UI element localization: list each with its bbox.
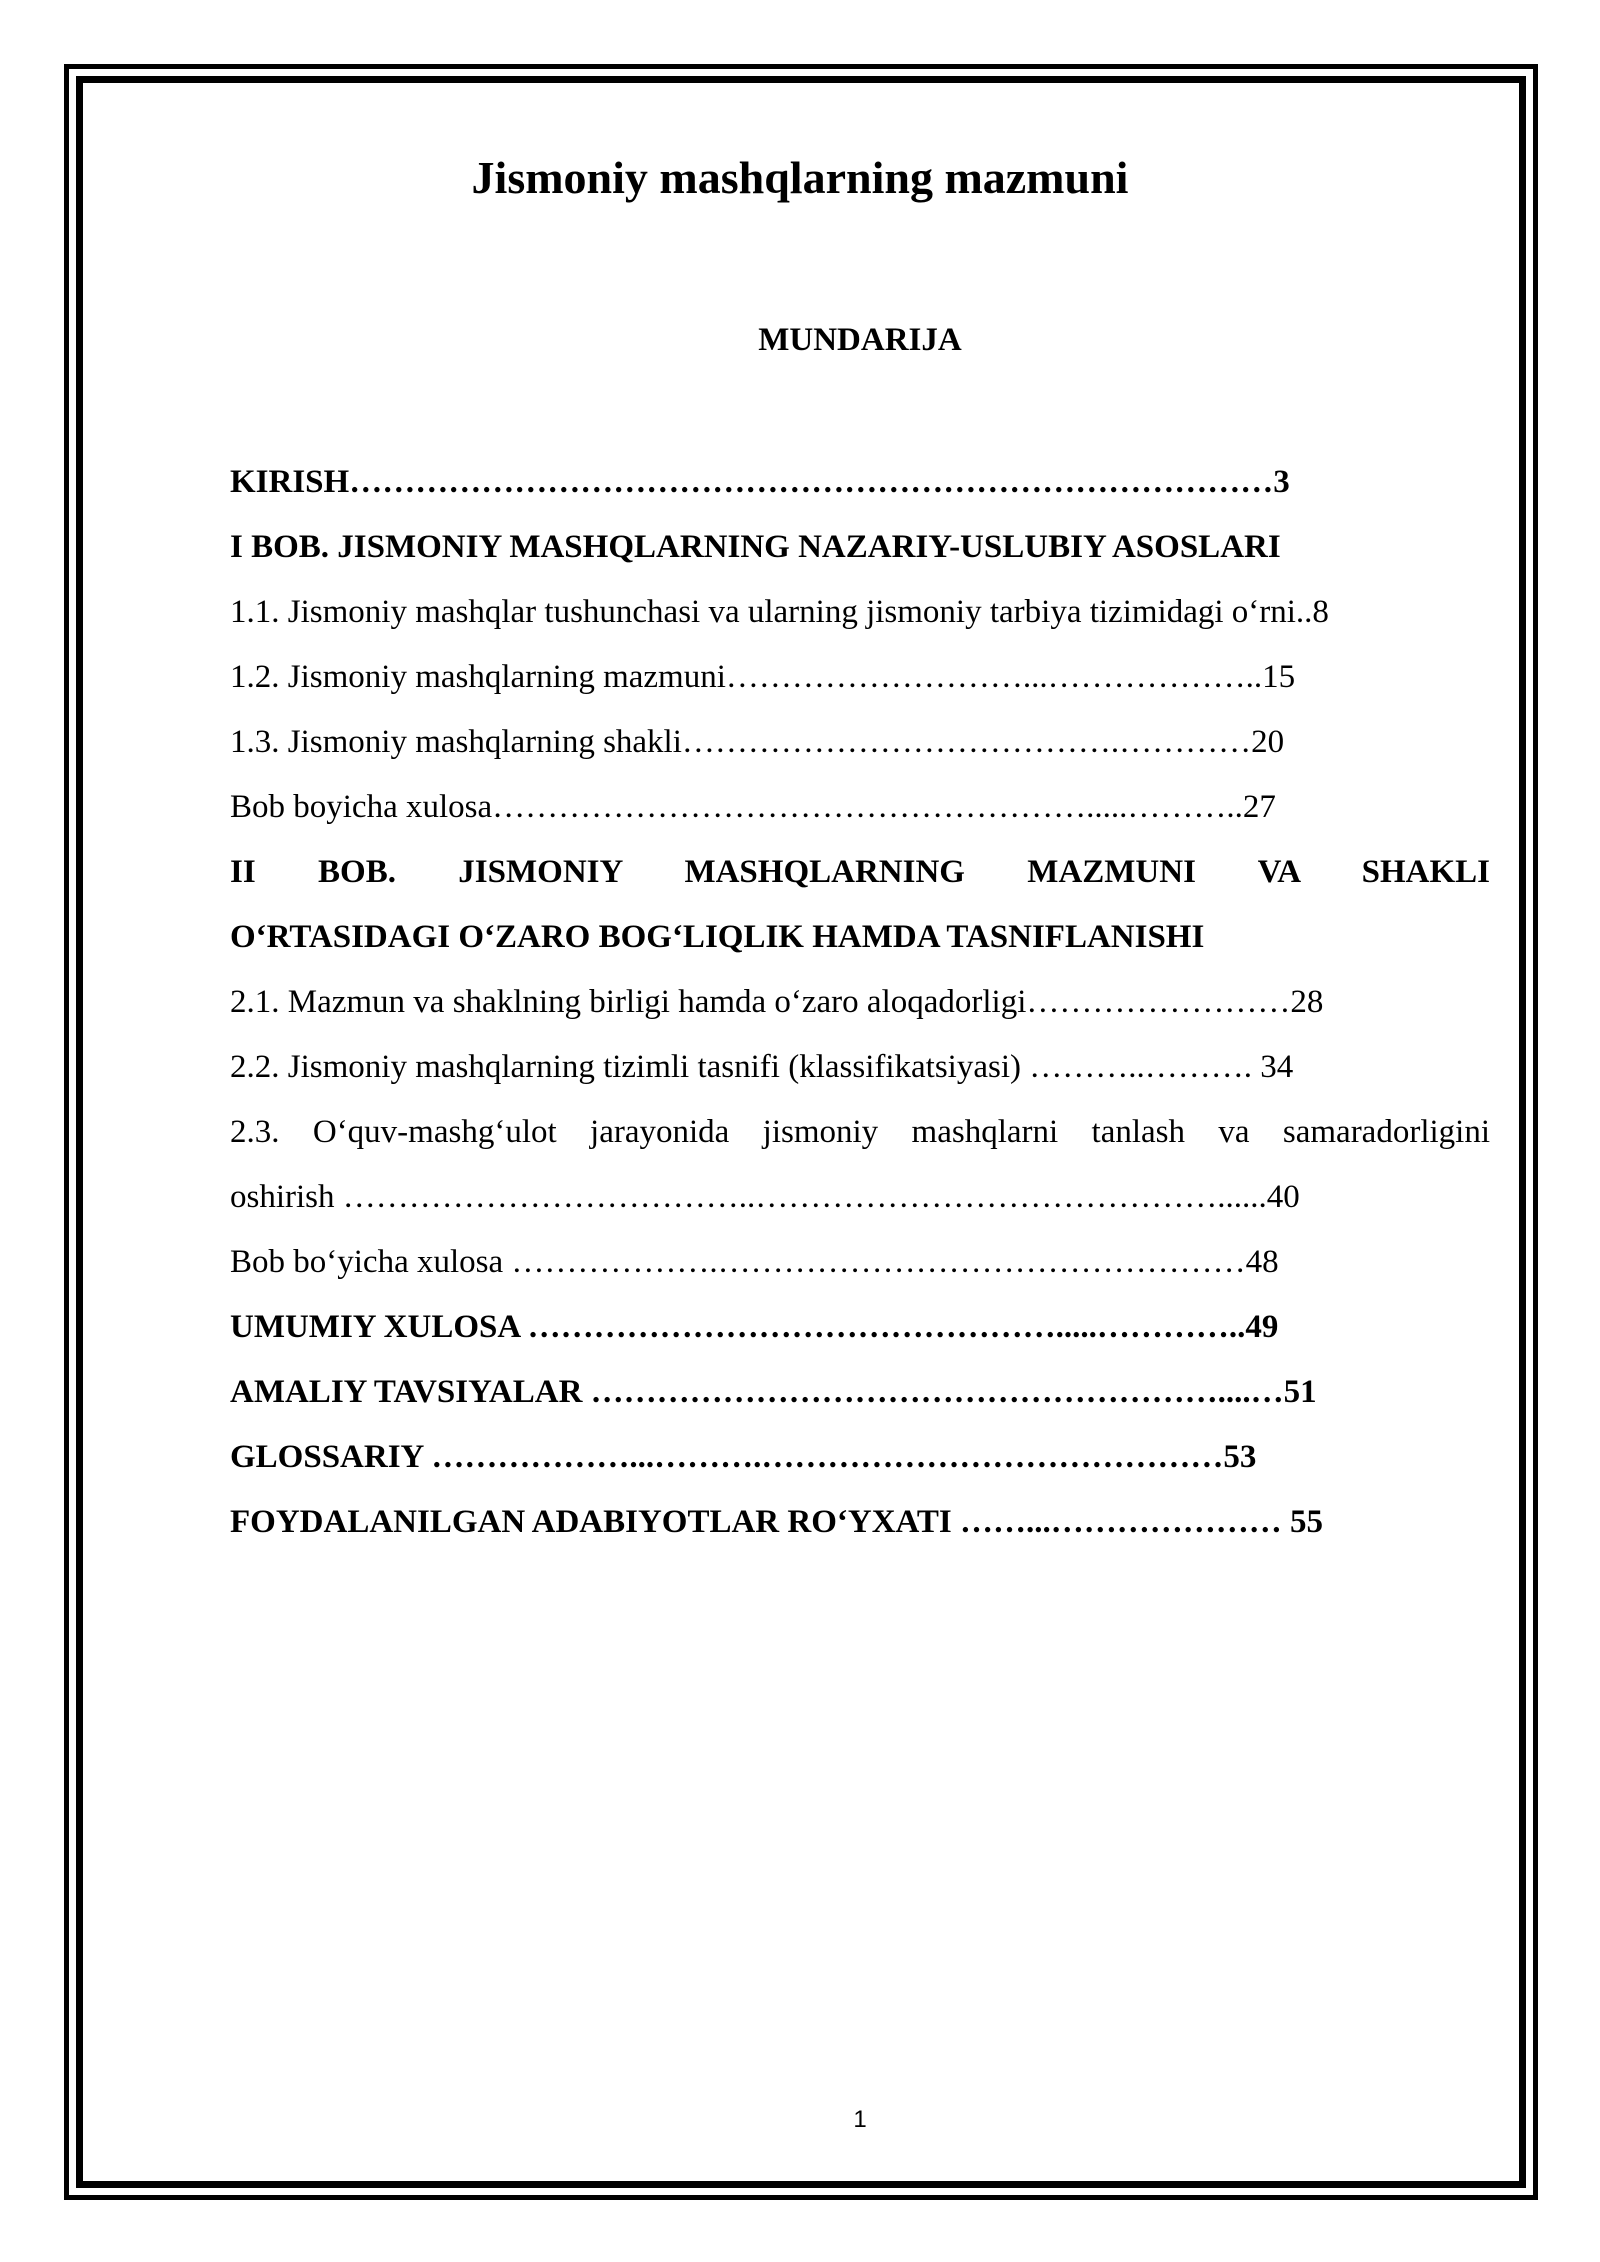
toc-entry-kirish: KIRISH…………………………………………………………………………3 xyxy=(230,464,1290,500)
table-of-contents xyxy=(230,450,1490,1555)
toc-entry-2-3-line-2: oshirish ………………………………..……………………………………......40 xyxy=(230,1179,1300,1215)
toc-entry-2-2: 2.2. Jismoniy mashqlarning tizimli tasnifi (klassifikatsiyasi) ………..………. 34 xyxy=(230,1049,1294,1085)
toc-entry-general-conclusion: UMUMIY XULOSA ………………………………………….....…………..49 xyxy=(230,1309,1279,1345)
toc-chapter-2-heading-line-2: O‘RTASIDAGI O‘ZARO BOG‘LIQLIK HAMDA TASNIFLANISHI xyxy=(230,919,1205,955)
toc-entry-2-1: 2.1. Mazmun va shaklning birligi hamda o‘zaro aloqadorligi……………………28 xyxy=(230,984,1324,1020)
toc-entry-1-2: 1.2. Jismoniy mashqlarning mazmuni………………………...………………..15 xyxy=(230,659,1296,695)
toc-entry-chapter-2-conclusion: Bob bo‘yicha xulosa ……………….…………………………………………48 xyxy=(230,1244,1279,1280)
toc-entry-chapter-1-conclusion: Bob boyicha xulosa……………………………………………….....………..27 xyxy=(230,789,1276,825)
toc-chapter-1-heading: I BOB. JISMONIY MASHQLARNING NAZARIY-USLUBIY ASOSLARI xyxy=(230,529,1281,565)
toc-entry-2-3-line-1: 2.3. O‘quv-mashg‘ulot jarayonida jismoniy mashqlarni tanlash va samaradorligini xyxy=(230,1114,1490,1150)
document-title: Jismoniy mashqlarning mazmuni xyxy=(471,152,1129,203)
toc-entry-glossary: GLOSSARIY ………………...……….……………………………………53 xyxy=(230,1439,1257,1475)
toc-entry-1-3: 1.3. Jismoniy mashqlarning shakli………………………………….…………20 xyxy=(230,724,1285,760)
page-number: 1 xyxy=(853,2106,867,2133)
toc-entry-references: FOYDALANILGAN ADABIYOTLAR RO‘YXATI ……...………………… 55 xyxy=(230,1504,1324,1540)
toc-heading: MUNDARIJA xyxy=(758,322,962,358)
toc-entry-practical-recommendations: AMALIY TAVSIYALAR …………………………………………………....…51 xyxy=(230,1374,1317,1410)
toc-entry-1-1: 1.1. Jismoniy mashqlar tushunchasi va ularning jismoniy tarbiya tizimidagi o‘rni..8 xyxy=(230,594,1329,630)
toc-chapter-2-heading-line-1: II BOB. JISMONIY MASHQLARNING MAZMUNI VA SHAKLI xyxy=(230,854,1490,890)
